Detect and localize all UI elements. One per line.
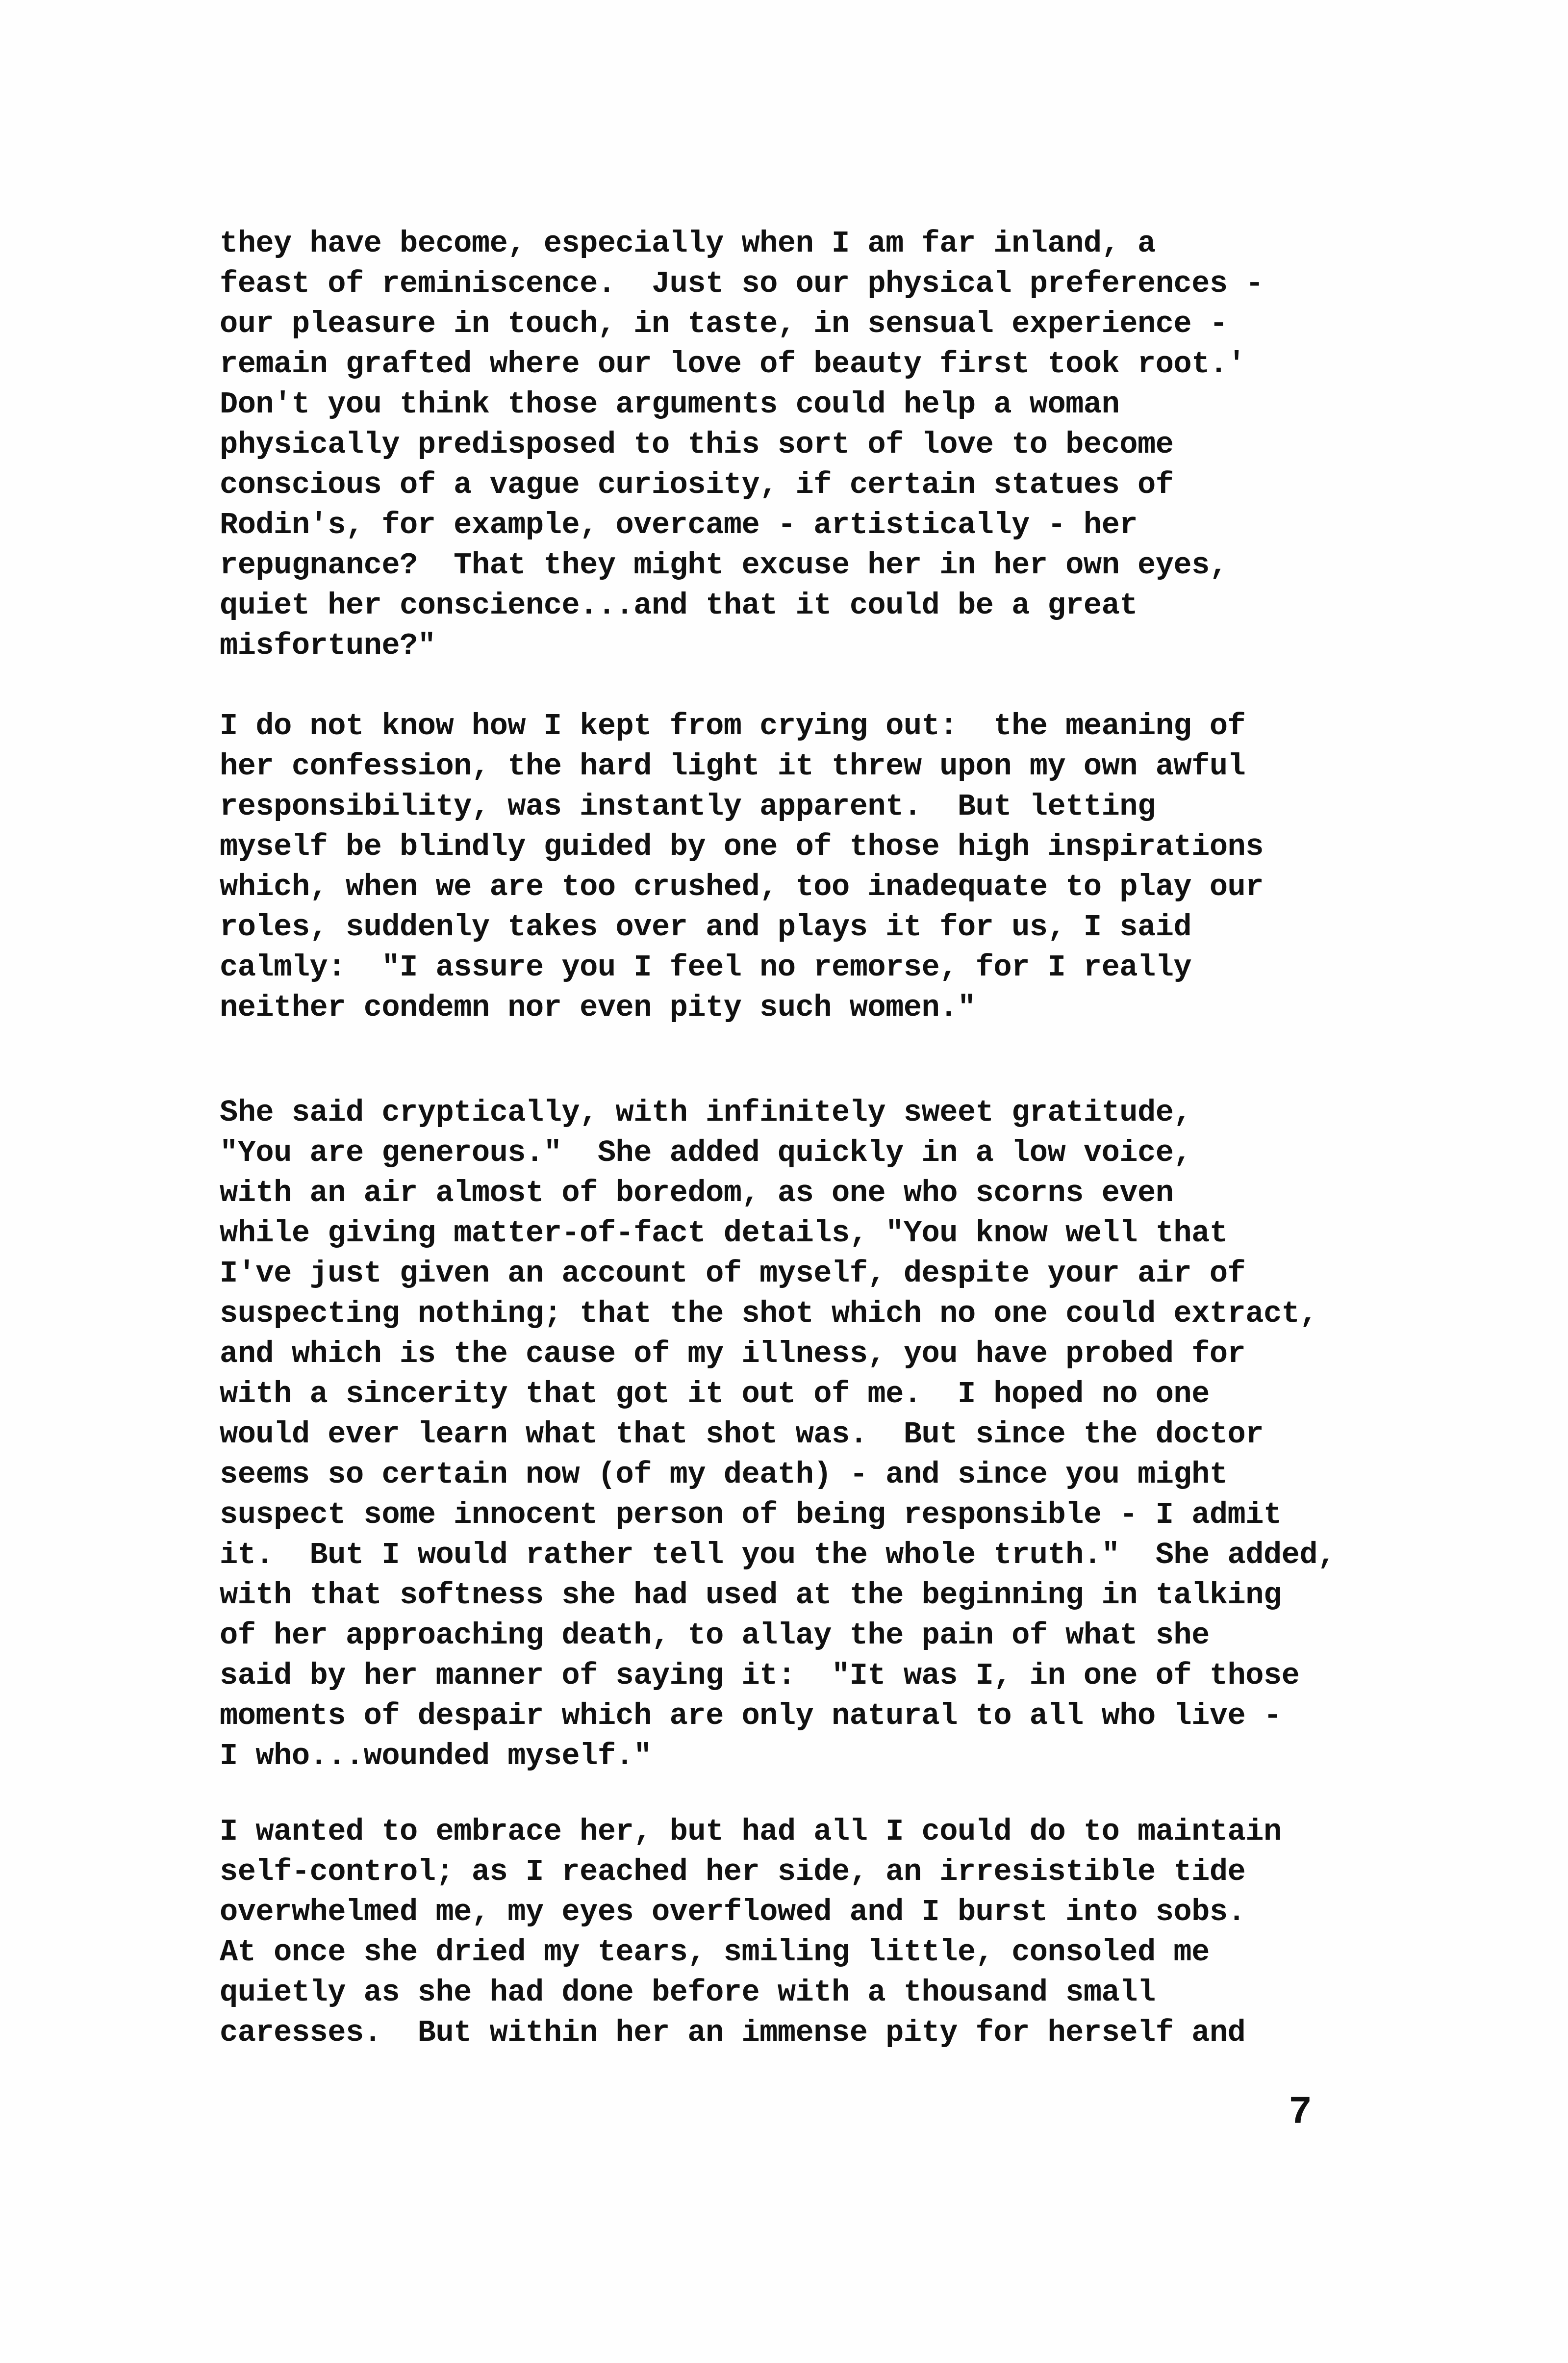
text-line: while giving matter-of-fact details, "You know well that bbox=[220, 1216, 1228, 1251]
text-line: "You are generous." She added quickly in a low voice, bbox=[220, 1135, 1192, 1170]
text-line: quiet her conscience...and that it could be a great bbox=[220, 588, 1138, 623]
text-line: which, when we are too crushed, too inadequate to play our bbox=[220, 870, 1264, 904]
text-line: our pleasure in touch, in taste, in sensual experience - bbox=[220, 307, 1228, 341]
text-line: suspecting nothing; that the shot which no one could extract, bbox=[220, 1296, 1318, 1331]
text-line: myself be blindly guided by one of those high inspirations bbox=[220, 829, 1264, 864]
paragraph bbox=[220, 224, 1445, 666]
text-line: repugnance? That they might excuse her in her own eyes, bbox=[220, 548, 1228, 583]
text-line: would ever learn what that shot was. But since the doctor bbox=[220, 1417, 1264, 1452]
paragraph bbox=[220, 706, 1445, 1028]
text-line: her confession, the hard light it threw upon my own awful bbox=[220, 749, 1246, 784]
text-line: caresses. But within her an immense pity for herself and bbox=[220, 2015, 1246, 2050]
text-line: moments of despair which are only natural to all who live - bbox=[220, 1698, 1282, 1733]
text-line: conscious of a vague curiosity, if certain statues of bbox=[220, 467, 1174, 502]
text-line: I've just given an account of myself, despite your air of bbox=[220, 1256, 1246, 1291]
text-line: they have become, especially when I am far inland, a bbox=[220, 226, 1156, 261]
text-line: of her approaching death, to allay the pain of what she bbox=[220, 1618, 1210, 1653]
text-line: I do not know how I kept from crying out: the meaning of bbox=[220, 709, 1246, 744]
text-line: Rodin's, for example, overcame - artistically - her bbox=[220, 508, 1138, 542]
text-line: misfortune?" bbox=[220, 628, 436, 663]
text-line: with a sincerity that got it out of me. I hoped no one bbox=[220, 1377, 1210, 1412]
text-line: responsibility, was instantly apparent. But letting bbox=[220, 789, 1156, 824]
text-line: it. But I would rather tell you the whole truth." She added, bbox=[220, 1538, 1336, 1572]
text-line: neither condemn nor even pity such women." bbox=[220, 990, 976, 1025]
text-line: self-control; as I reached her side, an irresistible tide bbox=[220, 1854, 1246, 1889]
text-line: said by her manner of saying it: "It was I, in one of those bbox=[220, 1658, 1300, 1693]
page-number: 7 bbox=[1289, 2090, 1313, 2135]
text-line: overwhelmed me, my eyes overflowed and I burst into sobs. bbox=[220, 1895, 1246, 1929]
text-line: Don't you think those arguments could help a woman bbox=[220, 387, 1120, 422]
text-line: She said cryptically, with infinitely sweet gratitude, bbox=[220, 1095, 1192, 1130]
text-line: feast of reminiscence. Just so our physical preferences - bbox=[220, 266, 1264, 301]
text-line: and which is the cause of my illness, you have probed for bbox=[220, 1336, 1246, 1371]
text-line: I wanted to embrace her, but had all I could do to maintain bbox=[220, 1814, 1282, 1849]
text-line: seems so certain now (of my death) - and since you might bbox=[220, 1457, 1228, 1492]
text-line: roles, suddenly takes over and plays it for us, I said bbox=[220, 910, 1192, 945]
paragraph bbox=[220, 1093, 1445, 1776]
text-line: with that softness she had used at the beginning in talking bbox=[220, 1578, 1282, 1613]
paragraph bbox=[220, 1812, 1445, 2053]
text-line: quietly as she had done before with a thousand small bbox=[220, 1975, 1156, 2010]
text-line: suspect some innocent person of being responsible - I admit bbox=[220, 1497, 1282, 1532]
text-line: I who...wounded myself." bbox=[220, 1739, 652, 1773]
text-line: calmly: "I assure you I feel no remorse, for I really bbox=[220, 950, 1192, 985]
text-line: remain grafted where our love of beauty first took root.' bbox=[220, 347, 1246, 382]
text-line: physically predisposed to this sort of love to become bbox=[220, 427, 1174, 462]
text-line: At once she dried my tears, smiling little, consoled me bbox=[220, 1935, 1210, 1970]
text-line: with an air almost of boredom, as one who scorns even bbox=[220, 1176, 1174, 1210]
